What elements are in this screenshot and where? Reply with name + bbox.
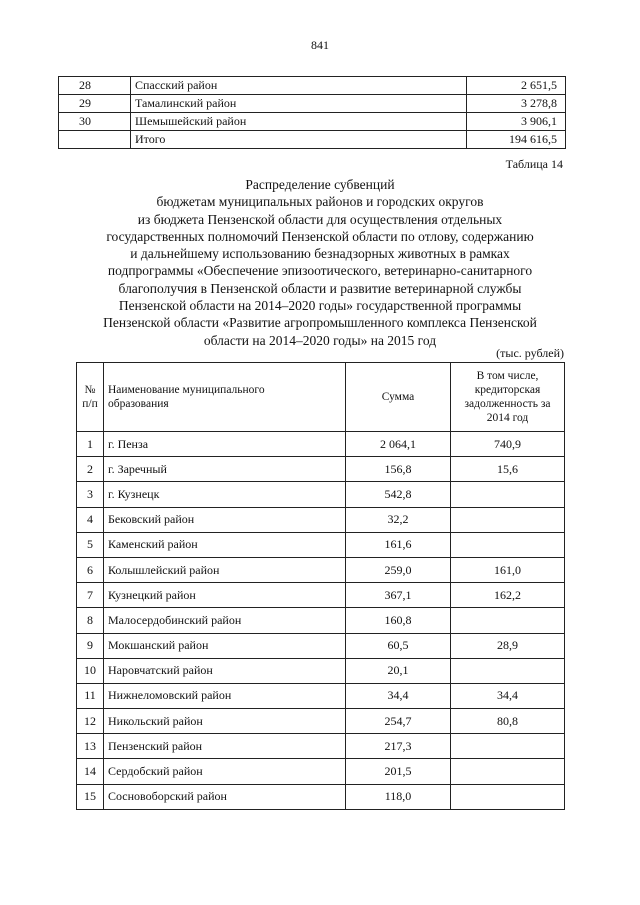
header-line: В том числе, — [476, 370, 539, 382]
municipality-name: Мокшанский район — [104, 633, 346, 658]
title-line: Пензенской области на 2014–2020 годы» государственной программы — [118, 298, 522, 314]
page-number: 841 — [311, 38, 329, 52]
row-number: 29 — [59, 95, 131, 113]
row-number: 7 — [77, 583, 104, 608]
municipality-name: г. Заречный — [104, 457, 346, 482]
table-row — [77, 734, 565, 759]
header-line: № — [84, 384, 96, 396]
municipality-name: Никольский район — [104, 709, 346, 734]
row-number: 11 — [77, 683, 104, 708]
debt-amount: 80,8 — [451, 709, 565, 734]
title-line: Пензенской области «Развитие агропромышленного комплекса Пензенской — [103, 315, 537, 331]
amount: 156,8 — [346, 457, 451, 482]
table-row — [77, 633, 565, 658]
debt-amount — [451, 482, 565, 507]
municipality-name: Кузнецкий район — [104, 583, 346, 608]
row-number: 28 — [59, 77, 131, 95]
amount: 201,5 — [346, 759, 451, 784]
table-row — [77, 683, 565, 708]
title-line: бюджетам муниципальных районов и городских округов — [156, 194, 484, 210]
title-line: из бюджета Пензенской области для осуществления отдельных — [137, 211, 503, 227]
title-line: государственных полномочий Пензенской области по отлову, содержанию — [106, 228, 534, 244]
municipality-name: Колышлейский район — [104, 557, 346, 582]
municipality-name: Сосновоборский район — [104, 784, 346, 809]
header-line: Сумма — [381, 391, 415, 403]
amount: 118,0 — [346, 784, 451, 809]
amount: 542,8 — [346, 482, 451, 507]
title-line: области на 2014–2020 годы» на 2015 год — [203, 332, 437, 348]
table-row — [77, 557, 565, 582]
debt-amount — [451, 532, 565, 557]
municipality-name: Бековский район — [104, 507, 346, 532]
header-sum — [346, 363, 451, 432]
amount: 161,6 — [346, 532, 451, 557]
header-line: 2014 год — [486, 412, 529, 424]
table-row — [77, 608, 565, 633]
table-title — [62, 176, 578, 349]
debt-amount: 15,6 — [451, 457, 565, 482]
row-number: 15 — [77, 784, 104, 809]
table-row — [59, 131, 566, 149]
row-number: 9 — [77, 633, 104, 658]
row-number — [59, 131, 131, 149]
table-row — [77, 709, 565, 734]
municipality-name: г. Пенза — [104, 432, 346, 457]
row-number: 13 — [77, 734, 104, 759]
table-row — [77, 457, 565, 482]
amount: 367,1 — [346, 583, 451, 608]
row-number: 1 — [77, 432, 104, 457]
amount: 2 651,5 — [467, 77, 566, 95]
title-line: подпрограммы «Обеспечение эпизоотического, ветеринарно-санитарного — [107, 263, 533, 279]
row-number: 12 — [77, 709, 104, 734]
table-row — [77, 583, 565, 608]
amount: 254,7 — [346, 709, 451, 734]
municipality-name: Наровчатский район — [104, 658, 346, 683]
title-line: и дальнейшему использованию безнадзорных животных в рамках — [130, 246, 510, 262]
debt-amount: 34,4 — [451, 683, 565, 708]
debt-amount: 162,2 — [451, 583, 565, 608]
debt-amount — [451, 608, 565, 633]
table-row — [77, 532, 565, 557]
amount: 60,5 — [346, 633, 451, 658]
header-line: п/п — [82, 398, 98, 410]
debt-amount: 161,0 — [451, 557, 565, 582]
debt-amount — [451, 784, 565, 809]
row-number: 30 — [59, 113, 131, 131]
subsidy-table — [76, 362, 565, 810]
amount: 34,4 — [346, 683, 451, 708]
municipality-name: г. Кузнецк — [104, 482, 346, 507]
header-number — [77, 363, 104, 432]
debt-amount — [451, 759, 565, 784]
table-row — [59, 95, 566, 113]
amount: 160,8 — [346, 608, 451, 633]
header-row — [77, 363, 565, 432]
table-row — [77, 759, 565, 784]
amount: 2 064,1 — [346, 432, 451, 457]
amount: 194 616,5 — [467, 131, 566, 149]
row-number: 5 — [77, 532, 104, 557]
amount: 3 906,1 — [467, 113, 566, 131]
row-number: 2 — [77, 457, 104, 482]
amount: 20,1 — [346, 658, 451, 683]
amount: 259,0 — [346, 557, 451, 582]
row-number: 8 — [77, 608, 104, 633]
amount: 3 278,8 — [467, 95, 566, 113]
header-municipality — [104, 363, 346, 432]
row-number: 4 — [77, 507, 104, 532]
debt-amount: 740,9 — [451, 432, 565, 457]
title-line: Распределение субвенций — [245, 177, 395, 192]
row-number: 14 — [77, 759, 104, 784]
row-number: 3 — [77, 482, 104, 507]
municipality-name: Итого — [131, 131, 467, 149]
table-row — [59, 77, 566, 95]
title-line: благополучия в Пензенской области и развитие ветеринарной службы — [118, 280, 522, 296]
table-row — [59, 113, 566, 131]
previous-table-continuation — [58, 76, 566, 149]
row-number: 10 — [77, 658, 104, 683]
row-number: 6 — [77, 557, 104, 582]
table-row — [77, 432, 565, 457]
municipality-name: Пензенский район — [104, 734, 346, 759]
header-line: задолженность за — [464, 398, 551, 410]
municipality-name: Сердобский район — [104, 759, 346, 784]
header-line: кредиторская — [474, 384, 541, 396]
table-row — [77, 507, 565, 532]
header-line: Наименование муниципального — [108, 384, 265, 396]
municipality-name: Малосердобинский район — [104, 608, 346, 633]
municipality-name: Спасский район — [131, 77, 467, 95]
table-row — [77, 482, 565, 507]
municipality-name: Нижнеломовский район — [104, 683, 346, 708]
units-note: (тыс. рублей) — [496, 346, 564, 360]
table-label: Таблица 14 — [505, 157, 563, 171]
municipality-name: Тамалинский район — [131, 95, 467, 113]
debt-amount — [451, 658, 565, 683]
municipality-name: Каменский район — [104, 532, 346, 557]
header-line: образования — [108, 398, 169, 410]
amount: 32,2 — [346, 507, 451, 532]
table-row — [77, 784, 565, 809]
debt-amount: 28,9 — [451, 633, 565, 658]
debt-amount — [451, 507, 565, 532]
table-row — [77, 658, 565, 683]
amount: 217,3 — [346, 734, 451, 759]
header-debt — [451, 363, 565, 432]
debt-amount — [451, 734, 565, 759]
municipality-name: Шемышейский район — [131, 113, 467, 131]
